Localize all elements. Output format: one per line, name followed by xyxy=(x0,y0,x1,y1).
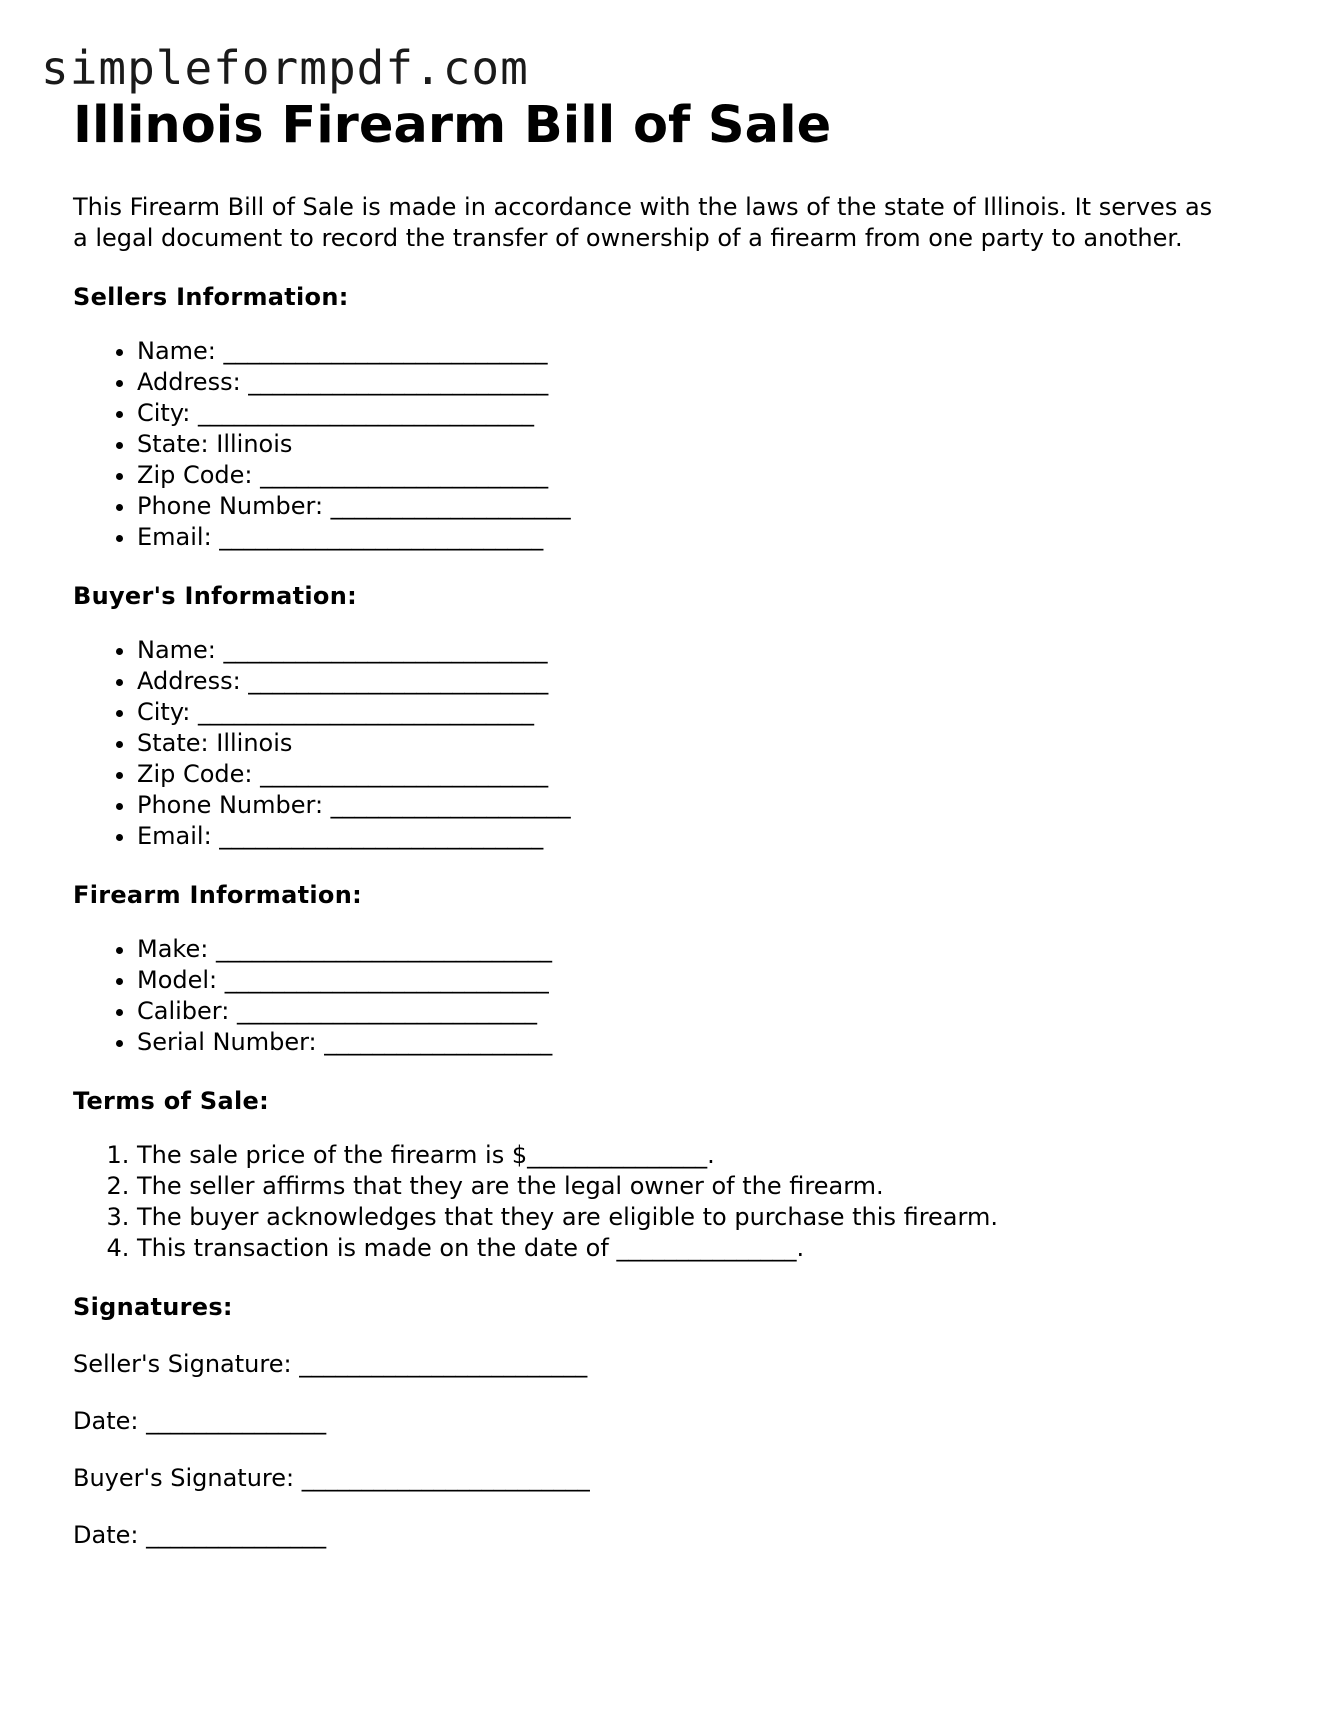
buyer-zip-field: • Zip Code: ________________________ xyxy=(137,759,1243,790)
seller-state-field: • State: Illinois xyxy=(137,429,1243,460)
firearm-serial-field: • Serial Number: ___________________ xyxy=(137,1027,1243,1058)
buyer-city-field: • City: ____________________________ xyxy=(137,697,1243,728)
seller-city-field: • City: ____________________________ xyxy=(137,398,1243,429)
buyer-email-field: • Email: ___________________________ xyxy=(137,821,1243,852)
seller-date-line: Date: _______________ xyxy=(73,1407,327,1435)
seller-address-field: • Address: _________________________ xyxy=(137,367,1243,398)
terms-item-date: 4. This transaction is made on the date of _______________. xyxy=(137,1233,1243,1264)
seller-signature-line: Seller's Signature: ________________________ xyxy=(73,1350,588,1378)
seller-name-field: • Name: ___________________________ xyxy=(137,336,1243,367)
terms-item-price: 1. The sale price of the firearm is $_______________. xyxy=(137,1140,1243,1171)
buyer-info-list xyxy=(73,635,1243,852)
firearm-model-field: • Model: ___________________________ xyxy=(137,965,1243,996)
buyer-address-field: • Address: _________________________ xyxy=(137,666,1243,697)
seller-info-list xyxy=(73,336,1243,553)
document-title: Illinois Firearm Bill of Sale xyxy=(73,96,832,155)
seller-phone-field: • Phone Number: ____________________ xyxy=(137,491,1243,522)
terms-item-eligibility: 3. The buyer acknowledges that they are eligible to purchase this firearm. xyxy=(137,1202,1243,1233)
seller-email-field: • Email: ___________________________ xyxy=(137,522,1243,553)
buyer-state-field: • State: Illinois xyxy=(137,728,1243,759)
firearm-info-list xyxy=(73,934,1243,1058)
buyer-signature-line: Buyer's Signature: ________________________ xyxy=(73,1464,590,1492)
buyer-date-line: Date: _______________ xyxy=(73,1521,327,1549)
buyer-phone-field: • Phone Number: ____________________ xyxy=(137,790,1243,821)
terms-item-ownership: 2. The seller affirms that they are the legal owner of the firearm. xyxy=(137,1171,1243,1202)
buyer-section-heading: Buyer's Information: xyxy=(73,582,357,610)
terms-section-heading: Terms of Sale: xyxy=(73,1087,270,1115)
seller-section-heading: Sellers Information: xyxy=(73,283,349,311)
seller-zip-field: • Zip Code: ________________________ xyxy=(137,460,1243,491)
buyer-name-field: • Name: ___________________________ xyxy=(137,635,1243,666)
firearm-section-heading: Firearm Information: xyxy=(73,881,362,909)
document-page xyxy=(73,90,1243,1552)
signatures-section-heading: Signatures: xyxy=(73,1293,233,1321)
firearm-caliber-field: • Caliber: _________________________ xyxy=(137,996,1243,1027)
intro-paragraph: This Firearm Bill of Sale is made in accordance with the laws of the state of Illinois. It serves as a legal document to record the transfer of ownership of a firearm from one party to another. xyxy=(73,193,1213,252)
terms-list xyxy=(73,1140,1243,1264)
site-watermark: simpleformpdf.com xyxy=(41,41,529,95)
firearm-make-field: • Make: ____________________________ xyxy=(137,934,1243,965)
